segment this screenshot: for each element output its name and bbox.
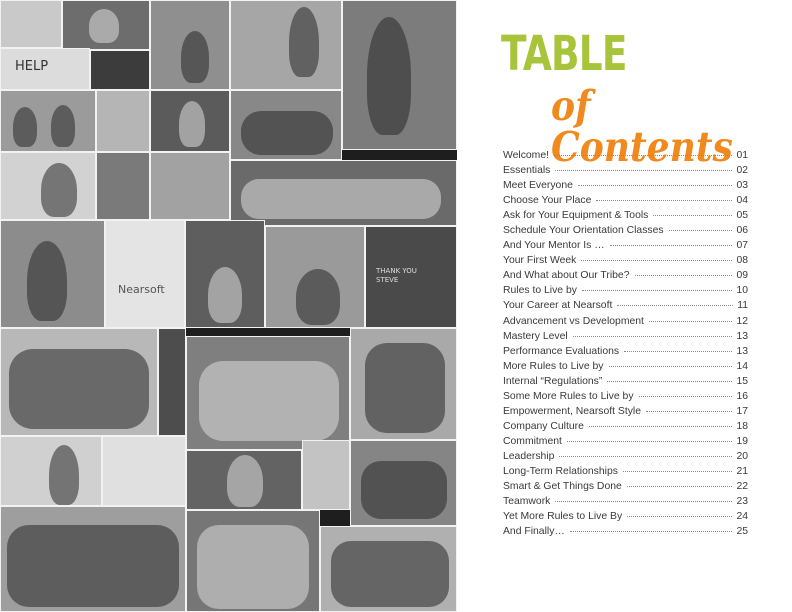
collage-photo bbox=[185, 220, 265, 328]
toc-dot-leader bbox=[559, 456, 732, 457]
toc-entry-title: Leadership bbox=[503, 450, 555, 462]
collage-photo bbox=[186, 336, 350, 450]
toc-entry[interactable] bbox=[503, 180, 748, 195]
collage-photo bbox=[0, 506, 186, 612]
toc-entry[interactable] bbox=[503, 240, 748, 255]
toc-entry-title: Mastery Level bbox=[503, 330, 568, 342]
toc-entry-page-number: 01 bbox=[736, 150, 748, 161]
toc-entry[interactable] bbox=[503, 511, 748, 526]
collage-photo bbox=[186, 510, 320, 612]
toc-entry[interactable] bbox=[503, 210, 748, 225]
toc-entry[interactable] bbox=[503, 421, 748, 436]
collage-photo bbox=[0, 436, 102, 506]
collage-photo-shirt bbox=[365, 226, 457, 328]
toc-entry[interactable] bbox=[503, 451, 748, 466]
toc-entry[interactable] bbox=[503, 391, 748, 406]
toc-entry[interactable] bbox=[503, 376, 748, 391]
toc-entry-title: Teamwork bbox=[503, 496, 551, 508]
toc-dot-leader bbox=[617, 305, 733, 306]
toc-entry[interactable] bbox=[503, 165, 748, 180]
collage-photo bbox=[342, 0, 457, 150]
shirt-text: THANK YOU STEVE bbox=[376, 267, 417, 284]
toc-dot-leader bbox=[646, 411, 732, 412]
collage-photo bbox=[150, 152, 230, 220]
toc-entry-title: Internal “Regulations” bbox=[503, 375, 603, 387]
toc-dot-leader bbox=[596, 200, 732, 201]
toc-entry-title: Advancement vs Development bbox=[503, 315, 644, 327]
toc-entry-title: Empowerment, Nearsoft Style bbox=[503, 405, 642, 417]
toc-dot-leader bbox=[578, 185, 733, 186]
toc-dot-leader bbox=[554, 155, 732, 156]
collage-photo bbox=[158, 328, 186, 436]
toc-entry-page-number: 21 bbox=[736, 465, 748, 477]
toc-entry-title: And Your Mentor Is … bbox=[503, 240, 605, 252]
toc-dot-leader bbox=[669, 230, 733, 231]
toc-dot-leader bbox=[573, 336, 733, 337]
toc-dot-leader bbox=[581, 260, 732, 261]
collage-photo bbox=[265, 226, 365, 328]
toc-entry-page-number: 13 bbox=[736, 330, 748, 342]
toc-entry[interactable] bbox=[503, 496, 748, 511]
collage-photo bbox=[102, 436, 186, 506]
toc-entry-title: Ask for Your Equipment & Tools bbox=[503, 210, 649, 222]
toc-entry-page-number: 02 bbox=[736, 165, 748, 177]
collage-photo bbox=[96, 152, 150, 220]
toc-entry-page-number: 16 bbox=[736, 390, 748, 402]
collage-photo-banner bbox=[105, 220, 185, 328]
toc-entry-page-number: 07 bbox=[736, 240, 748, 252]
toc-entry-title: Some More Rules to Live by bbox=[503, 390, 634, 402]
collage-photo bbox=[0, 90, 96, 152]
banner-text: Nearsoft bbox=[118, 283, 165, 296]
toc-entry-page-number: 23 bbox=[736, 496, 748, 508]
collage-photo bbox=[150, 0, 230, 90]
toc-entry-page-number: 10 bbox=[736, 285, 748, 297]
toc-entry-title: Smart & Get Things Done bbox=[503, 481, 622, 493]
toc-entry-title: Commitment bbox=[503, 435, 562, 447]
toc-entry-page-number: 04 bbox=[736, 195, 748, 207]
help-sign-text: HELP bbox=[15, 59, 49, 74]
toc-dot-leader bbox=[624, 351, 732, 352]
toc-entry-title: Your Career at Nearsoft bbox=[503, 300, 613, 312]
toc-dot-leader bbox=[555, 170, 732, 171]
toc-entry[interactable] bbox=[503, 526, 748, 541]
toc-dot-leader bbox=[653, 215, 732, 216]
toc-entry-title: And What about Our Tribe? bbox=[503, 270, 630, 282]
collage-photo bbox=[230, 90, 342, 160]
toc-entry-page-number: 20 bbox=[736, 450, 748, 462]
toc-dot-leader bbox=[610, 245, 733, 246]
collage-photo bbox=[150, 90, 230, 152]
toc-entry-title: Rules to Live by bbox=[503, 285, 577, 297]
toc-entry-page-number: 03 bbox=[736, 180, 748, 192]
toc-dot-leader bbox=[607, 381, 732, 382]
collage-photo bbox=[230, 160, 457, 226]
toc-entry[interactable] bbox=[503, 331, 748, 346]
toc-entry-page-number: 14 bbox=[736, 360, 748, 372]
toc-entry-page-number: 06 bbox=[736, 225, 748, 237]
toc-dot-leader bbox=[589, 426, 733, 427]
toc-dot-leader bbox=[623, 471, 733, 472]
page-title: TABLE bbox=[501, 26, 627, 82]
toc-entry-title: Company Culture bbox=[503, 420, 584, 432]
toc-dot-leader bbox=[582, 290, 733, 291]
collage-photo bbox=[302, 440, 350, 510]
collage-photo bbox=[90, 50, 150, 90]
toc-entry-title: Choose Your Place bbox=[503, 195, 592, 207]
toc-entry[interactable] bbox=[503, 316, 748, 331]
toc-entry[interactable] bbox=[503, 255, 748, 270]
toc-dot-leader bbox=[555, 501, 732, 502]
toc-entry[interactable] bbox=[503, 346, 748, 361]
toc-entry[interactable] bbox=[503, 300, 748, 315]
page-subtitle: of Contents bbox=[551, 82, 733, 171]
toc-entry-page-number: 17 bbox=[736, 405, 748, 417]
table-of-contents bbox=[503, 150, 748, 541]
toc-entry[interactable] bbox=[503, 225, 748, 240]
collage-photo bbox=[350, 328, 457, 440]
toc-entry-page-number: 08 bbox=[736, 255, 748, 267]
toc-entry-title: Long-Term Relationships bbox=[503, 465, 618, 477]
collage-photo bbox=[230, 0, 342, 90]
toc-entry-page-number: 09 bbox=[736, 270, 748, 282]
toc-entry[interactable] bbox=[503, 466, 748, 481]
toc-dot-leader bbox=[649, 321, 733, 322]
toc-dot-leader bbox=[609, 366, 733, 367]
toc-entry-page-number: 12 bbox=[736, 315, 748, 327]
toc-entry-title: More Rules to Live by bbox=[503, 360, 604, 372]
toc-entry-title: Essentials bbox=[503, 165, 551, 177]
toc-entry[interactable] bbox=[503, 361, 748, 376]
toc-entry-page-number: 19 bbox=[736, 435, 748, 447]
toc-entry-page-number: 22 bbox=[736, 481, 748, 493]
toc-entry[interactable] bbox=[503, 406, 748, 421]
collage-photo bbox=[62, 0, 150, 50]
toc-entry[interactable] bbox=[503, 481, 748, 496]
toc-dot-leader bbox=[635, 275, 733, 276]
toc-entry-page-number: 18 bbox=[736, 420, 748, 432]
toc-dot-leader bbox=[570, 531, 733, 532]
toc-dot-leader bbox=[627, 486, 733, 487]
toc-entry-page-number: 05 bbox=[736, 210, 748, 222]
collage-photo bbox=[186, 450, 302, 510]
toc-entry-title: Meet Everyone bbox=[503, 180, 573, 192]
toc-entry-title: Performance Evaluations bbox=[503, 345, 620, 357]
collage-photo bbox=[350, 440, 457, 526]
toc-entry-title: Schedule Your Orientation Classes bbox=[503, 225, 664, 237]
toc-entry-page-number: 15 bbox=[736, 375, 748, 387]
toc-entry[interactable] bbox=[503, 436, 748, 451]
toc-entry-page-number: 25 bbox=[736, 526, 748, 538]
toc-entry-title: Yet More Rules to Live By bbox=[503, 511, 623, 523]
toc-entry-title: Your First Week bbox=[503, 255, 577, 267]
collage-photo-banner bbox=[0, 220, 105, 328]
toc-dot-leader bbox=[627, 516, 732, 517]
collage-photo bbox=[96, 90, 150, 152]
toc-entry-page-number: 24 bbox=[736, 511, 748, 523]
toc-entry-page-number: 11 bbox=[737, 300, 748, 312]
collage-photo-help-sign bbox=[0, 48, 90, 90]
toc-entry-title: And Finally… bbox=[503, 526, 565, 538]
toc-dot-leader bbox=[567, 441, 733, 442]
toc-dot-leader bbox=[639, 396, 733, 397]
collage-photo bbox=[0, 152, 96, 220]
collage-photo bbox=[0, 328, 158, 436]
toc-entry[interactable] bbox=[503, 270, 748, 285]
toc-entry[interactable] bbox=[503, 285, 748, 300]
collage-photo bbox=[0, 0, 62, 48]
toc-entry[interactable] bbox=[503, 195, 748, 210]
toc-entry-page-number: 13 bbox=[736, 345, 748, 357]
toc-entry[interactable] bbox=[503, 150, 748, 165]
collage-photo bbox=[320, 526, 457, 612]
toc-entry-title: Welcome! bbox=[503, 150, 550, 161]
